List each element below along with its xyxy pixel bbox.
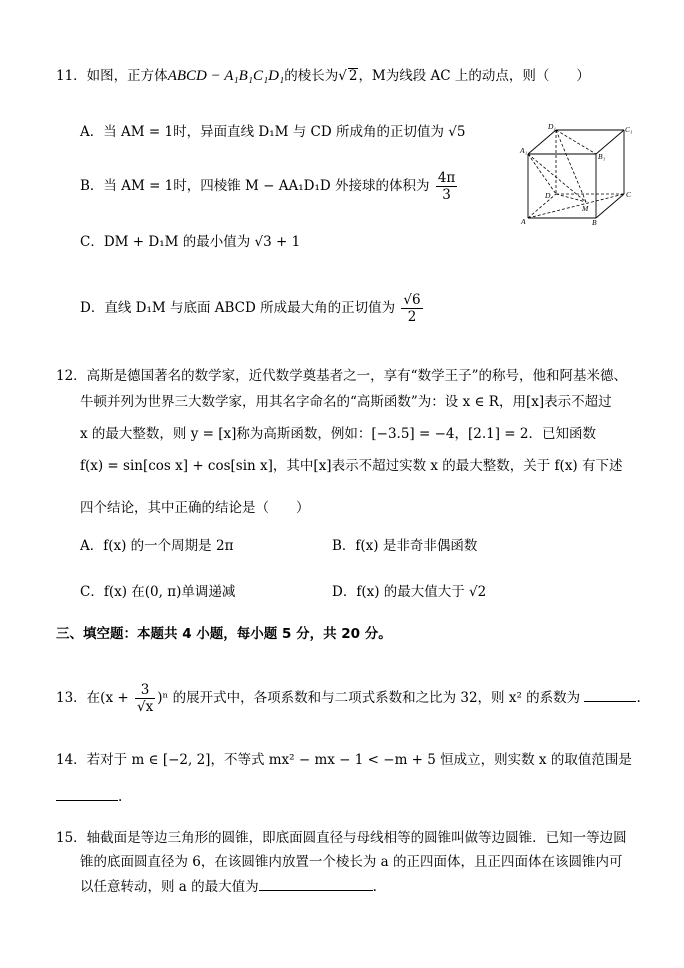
- label-d: D: [545, 191, 551, 200]
- q12-line4: f(x) = sin[cos x] + cos[sin x]，其中[x]表示不超过实数 x 的最大整数，关于 f(x) 有下述: [80, 458, 623, 474]
- q13-num: 3: [135, 682, 155, 699]
- q15-answer-blank[interactable]: [259, 876, 373, 891]
- q14-line1: 14．若对于 m ∈ [−2, 2]，不等式 mx² − mx − 1 < −m + 5 恒成立，则实数 x 的取值范围是: [56, 752, 632, 768]
- q12-line3: x 的最大整数，则 y = [x]称为高斯函数，例如：[−3.5] = −4，[2.1] = 2．已知函数: [80, 426, 596, 442]
- q11-option-b-fraction: [436, 170, 457, 203]
- label-m: M: [582, 204, 589, 213]
- q12-option-d[interactable]: D．f(x) 的最大值大于 √2: [332, 584, 487, 600]
- q11-stem-cube: ABCD − A₁B₁C₁D₁: [167, 68, 285, 84]
- q11-stem-edge: 2: [348, 68, 358, 84]
- q11-option-b[interactable]: [80, 170, 459, 203]
- q12-line1: 12．高斯是德国著名的数学家，近代数学奠基者之一，享有“数学王子”的称号，他和阿基米德、: [56, 368, 627, 384]
- section-3-heading: 三、填空题：本题共 4 小题，每小题 5 分，共 20 分。: [56, 626, 392, 642]
- q13-den: √x: [136, 699, 154, 715]
- q14-answer-blank[interactable]: [56, 786, 118, 801]
- q15-line1: 15．轴截面是等边三角形的圆锥，即底面圆直径与母线相等的圆锥叫做等边圆锥．已知一等边圆: [56, 830, 627, 846]
- q11-option-b-prefix: B．当 AM = 1时，四棱锥 M − AA₁D₁D 外接球的体积为: [80, 178, 430, 194]
- q12-option-c[interactable]: C．f(x) 在(0, π)单调递减: [80, 584, 236, 600]
- q15-end: .: [372, 879, 377, 895]
- q12-option-b[interactable]: B．f(x) 是非奇非偶函数: [332, 538, 478, 554]
- q12-option-a[interactable]: A．f(x) 的一个周期是 2π: [80, 538, 234, 554]
- q11-stem-after: ，M为线段 AC 上的动点，则（ ）: [358, 68, 590, 84]
- q15-line3-text: 以任意转动，则 a 的最大值为: [80, 879, 259, 895]
- label-c: C: [626, 190, 632, 199]
- q11-option-b-den: 3: [442, 187, 451, 203]
- label-d1: D₁: [548, 122, 557, 131]
- q11-option-d-fraction: [401, 292, 422, 325]
- q11-option-d-num: √6: [403, 292, 421, 308]
- q12-line5: 四个结论，其中正确的结论是（ ）: [80, 500, 310, 516]
- label-b: B: [592, 218, 597, 226]
- q11-option-c[interactable]: C．DM + D₁M 的最小值为 √3 + 1: [80, 234, 301, 250]
- q13-fraction: [135, 682, 155, 715]
- label-a: A: [521, 217, 526, 226]
- q13-prefix: 13．在(x +: [56, 690, 129, 706]
- q14-answer-line: [56, 786, 122, 807]
- q11-option-d-den: 2: [407, 309, 417, 325]
- cube-figure: [518, 122, 634, 226]
- q13-end: .: [636, 690, 641, 706]
- q15-line3: [80, 876, 377, 897]
- q11-option-d-prefix: D．直线 D₁M 与底面 ABCD 所成最大角的正切值为: [80, 300, 396, 316]
- q14-end: .: [118, 789, 123, 805]
- q11-stem: 11．如图，正方体ABCD − A₁B₁C₁D₁的棱长为√ 2，M为线段 AC 上的动点，则（ ）: [56, 68, 590, 84]
- q11-option-b-num: 4π: [437, 170, 456, 186]
- q11-stem-prefix: 11．如图，正方体: [56, 68, 168, 84]
- q12-line2: 牛顿并列为世界三大数学家，用其名字命名的“高斯函数”为：设 x ∈ R，用[x]表示不超过: [80, 394, 612, 410]
- label-b1: B₁: [598, 152, 606, 161]
- label-c1: C₁: [625, 125, 633, 134]
- q15-line2: 锥的底面圆直径为 6，在该圆锥内放置一个棱长为 a 的正四面体，且正四面体在该圆锥内可: [80, 854, 623, 870]
- q13-answer-blank[interactable]: [584, 687, 636, 702]
- q11-option-a[interactable]: A．当 AM = 1时，异面直线 D₁M 与 CD 所成角的正切值为 √5: [80, 124, 466, 140]
- q11-stem-mid: 的棱长为: [284, 68, 339, 84]
- label-a1: A₁: [520, 146, 528, 155]
- q13-stem: [56, 682, 641, 715]
- q13-suffix: )ⁿ 的展开式中，各项系数和与二项式系数和之比为 32，则 x² 的系数为: [157, 690, 581, 706]
- q11-option-d[interactable]: [80, 292, 425, 325]
